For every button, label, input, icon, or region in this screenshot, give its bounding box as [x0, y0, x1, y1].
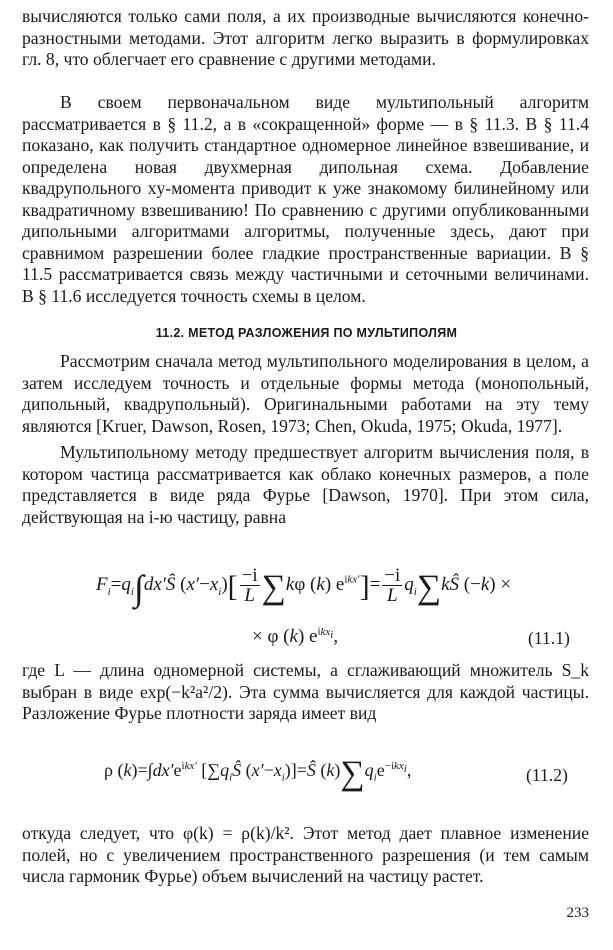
equation-11-1-line-2: × φ (k) $e^{ikx_i}$, [252, 625, 339, 647]
section-heading: 11.2. МЕТОД РАЗЛОЖЕНИЯ ПО МУЛЬТИПОЛЯМ [155, 326, 458, 340]
paragraph-4: Мультипольному методу предшествует алгоритм вычисления поля, в котором частица рассматривается как облако конечных размеров, а поле представляется в виде ряда Фурье [Dawson, 1970]. При этом сила, действующая на i-ю частицу, равна [22, 442, 589, 527]
paragraph-5: где L — длина одномерной системы, а сглаживающий множитель S_k выбран в виде exp(−k²a²/2). Эта сумма вычисляется для каждой частицы. Разложение Фурье плотности заряда имеет вид [22, 660, 589, 723]
equation-11-1-line-1: $F_i=q_i\int dx'Ŝ$ $(x'-x_i)$[ $\frac{-i}{L}$ ∑kφ (k) $e^{ikx'}]=$ $\frac{-i}{L}$ $q_i\sum kŜ$ (−k) × [96, 565, 512, 608]
page-number: 233 [566, 905, 589, 921]
paragraph-1: вычисляются только сами поля, а их производные вычисляются конечно-разностными методами. Этот алгоритм легко выразить в формулировках гл. 8, что облегчает его сравнение с другими методами. [22, 6, 589, 69]
paragraph-6: откуда следует, что φ(k) = ρ(k)/k². Этот метод дает плавное изменение полей, но с увеличением пространственного разрешения (и тем самым числа гармоник Фурье) объем вычислений на частицу растет. [22, 823, 589, 886]
paragraph-2: В своем первоначальном виде мультипольный алгоритм рассматривается в § 11.2, а в «сокращенной» форме — в § 11.3. В § 11.4 показано, как получить стандартное одномерное линейное взвешивание, и определена новая двухмерная дипольная схема. Добавление квадрупольного xy-момента приводит к уже знакомому билинейному или квадратичному взвешиванию! По сравнению с другими опубликованными дипольными алгоритмами алгоритмы, полученные здесь, дают при сравнимом разрешении более гладкие пространственные вариации. В § 11.5 рассматривается связь между частичными и сеточными величинами. В § 11.6 исследуется точность схемы в целом. [22, 92, 589, 306]
equation-11-2: ρ $(k)=\int dx'e^{ikx'}$ [$\sum q_iŜ$ $(x'-x_i)]=Ŝ$ $(k)\sum q_ie^{-ikx_i}$, [104, 755, 412, 792]
equation-11-1-number: (11.1) [528, 628, 570, 648]
equation-11-2-number: (11.2) [526, 765, 568, 785]
paragraph-3: Рассмотрим сначала метод мультипольного моделирования в целом, а затем исследуем точность и отдельные формы метода (монопольный, дипольный, квадрупольный). Оригинальными работами на эту тему являются [Kruer, Dawson, Rosen, 1973; Chen, Okuda, 1975; Okuda, 1977]. [22, 351, 589, 436]
